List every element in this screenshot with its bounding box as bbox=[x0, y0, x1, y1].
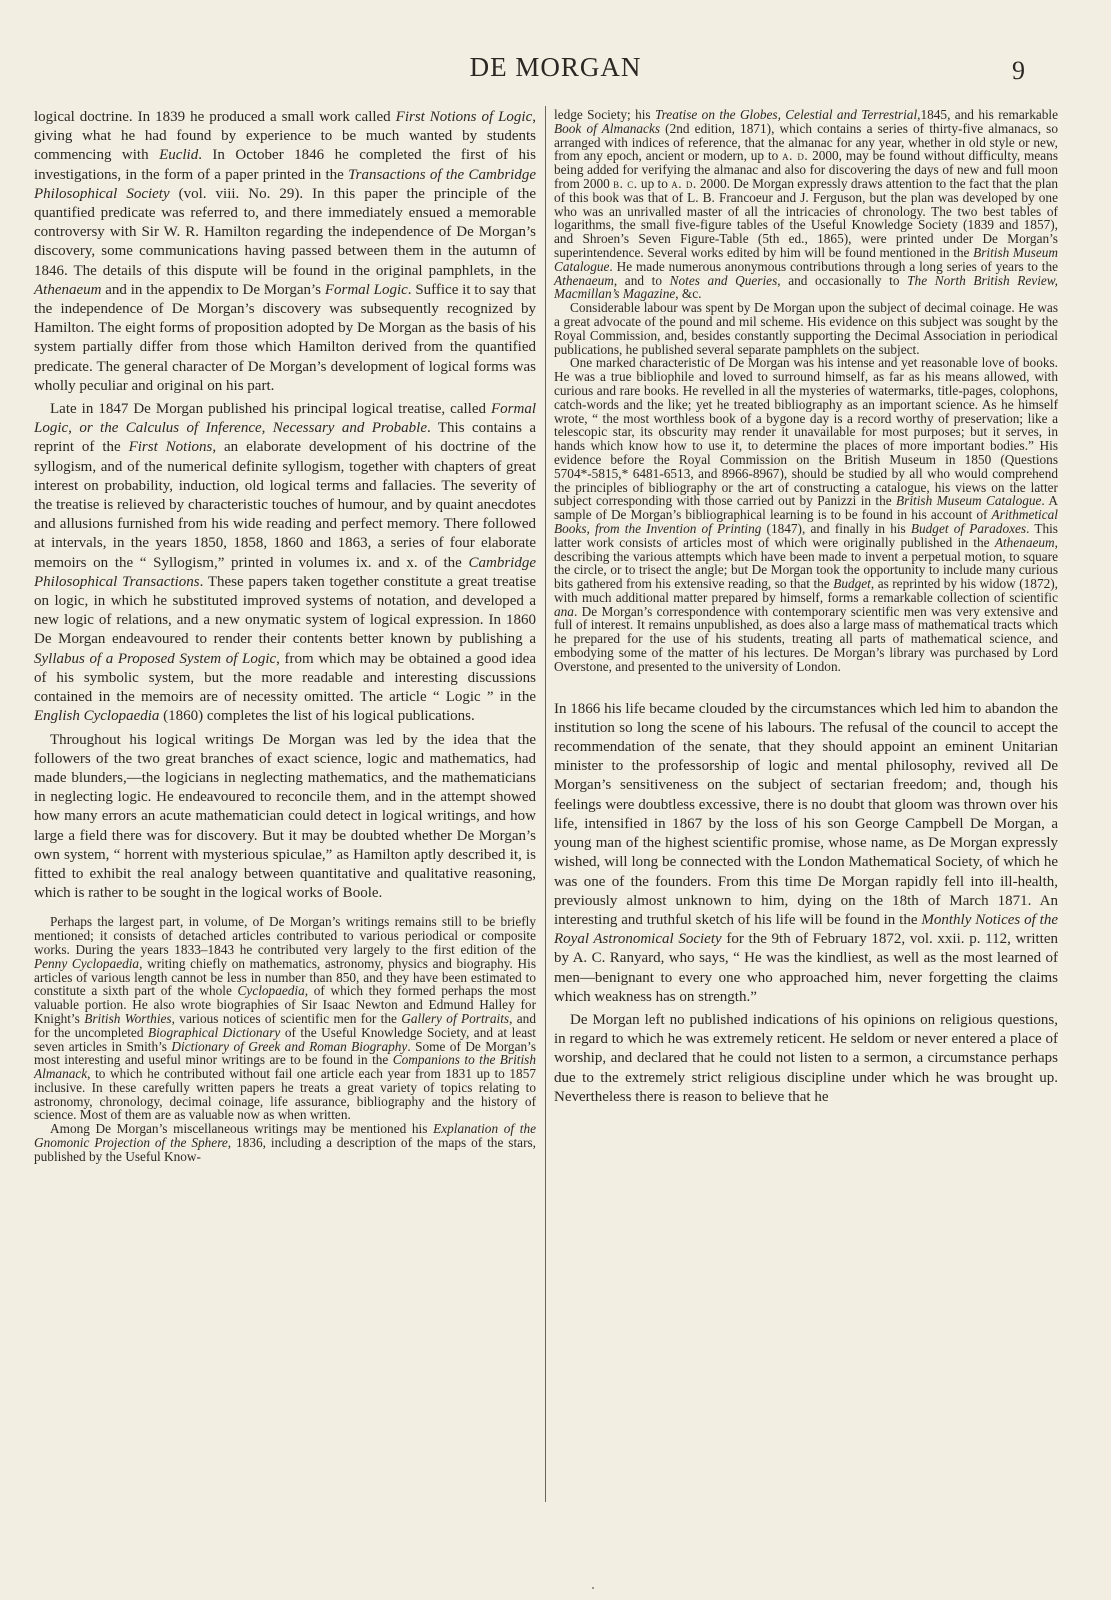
paragraph: Considerable labour was spent by De Morgan upon the subject of decimal coinage. He was a great advocate of the pound and mil scheme. His evidence on this subject was sought by the Royal Commission, and, besides constantly supporting the Decimal Association in periodical publications, he published several separate pamphlets on the subject. bbox=[554, 300, 1058, 357]
paragraph: logical doctrine. In 1839 he produced a small work called First Notions of Logic, giving what he had found by experience to be much wanted by students commencing with Euclid. In October 1846 he completed the first of his investigations, in the form of a paper printed in the Transactions of the Cambridge Philosophical Society (vol. viii. No. 29). In this paper the principle of the quantified predicate was referred to, and there immediately ensued a memorable controversy with Sir W. R. Hamilton regarding the independence of De Morgan’s discovery, some communications having passed between them in the autumn of 1846. The details of this dispute will be found in the original pamphlets, in the Athenaeum and in the appendix to De Morgan’s Formal Logic. Suffice it to say that the independence of De Morgan’s discovery was subsequently recognized by Hamilton. The eight forms of proposition adopted by De Morgan as the basis of his system partially differ from those which Hamilton derived from the quantified predicate. The general character of De Morgan’s development of logical forms was wholly peculiar and original on his part. bbox=[34, 109, 537, 394]
paragraph: ledge Society; his Treatise on the Globes, Celestial and Terrestrial,1845, and his remarkable Book of Almanacks (2nd edition, 1871), which contains a series of thirty-five almanacs, so arranged with indices of reference, that the almanac for any year, whether in old style or new, from any epoch, ancient or modern, up to a. d. 2000, may be found without difficulty, means being added for verifying the almanac and also for discovering the days of new and full moon from 2000 b. c. up to a. d. 2000. De Morgan expressly draws attention to the fact that the plan of this book was that of L. B. Francoeur and J. Ferguson, but the plan was developed by one who was an unrivalled master of all the intricacies of chronology. The two best tables of logarithms, the small five-figure tables of the Useful Knowledge Society (1839 and 1857), and Shroen’s Seven Figure-Table (5th ed., 1865), were printed under De Morgan’s superintendence. Several works edited by him will be found mentioned in the British Museum Catalogue. He made numerous anonymous contributions through a long series of years to the Athenaeum, and to Notes and Queries, and occasionally to The North British Review, Macmillan’s Magazine, &c. bbox=[554, 107, 1059, 302]
paragraph: Throughout his logical writings De Morgan was led by the idea that the followers of the two great branches of exact science, logic and mathematics, had made blunders,—the logicians in neglecting mathematics, and the mathematicians in neglecting logic. He endeavoured to reconcile them, and in the attempt showed how many errors an acute mathematician could detect in logical writings, and how large a field there was for discovery. But it may be doubted whether De Morgan’s own system, “ horrent with mysterious spiculae,” as Hamilton aptly described it, is fitted to exhibit the real analogy between quantitative and qualitative reasoning, which is rather to be sought in the logical works of Boole. bbox=[34, 731, 536, 902]
paragraph: De Morgan left no published indications of his opinions on religious questions, in regard to which he was extremely reticent. He seldom or never entered a place of worship, and declared that he could not listen to a sermon, a circumstance perhaps due to the extremely strict religious discipline under which he was brought up. Nevertheless there is reason to believe that he bbox=[554, 1011, 1058, 1105]
paragraph: In 1866 his life became clouded by the circumstances which led him to abandon the institution so long the scene of his labours. The refusal of the council to accept the recommendation of the senate, that they should appoint an eminent Unitarian minister to the professorship of logic and mental philosophy, revived all De Morgan’s sensitiveness on the subject of sectarian freedom; and, though his feelings were doubtless excessive, there is no doubt that gloom was thrown over his life, intensified in 1867 by the loss of his son George Campbell De Morgan, a young man of the highest scientific promise, whose name, as De Morgan expressly wished, will long be connected with the London Mathematical Society, of which he was one of the founders. From this time De Morgan rapidly fell into ill-health, previously almost unknown to him, dying on the 18th of March 1871. An interesting and truthful sketch of his life will be found in the Monthly Notices of the Royal Astronomical Society for the 9th of February 1872, vol. xxii. p. 112, written by A. C. Ranyard, who says, “ He was the kindliest, as well as the most learned of men—benignant to every one who approached him, never forgetting the claims which weakness has on strength.” bbox=[554, 700, 1058, 1005]
column-divider bbox=[545, 106, 546, 1502]
right-column bbox=[554, 108, 1058, 1107]
paragraph: Perhaps the largest part, in volume, of De Morgan’s writings remains still to be briefly mentioned; it consists of detached articles contributed to various periodical or composite works. During the years 1833–1843 he contributed very largely to the first edition of the Penny Cyclopaedia, writing chiefly on mathematics, astronomy, physics and biography. His articles of various length cannot be less in number than 850, and they have been estimated to constitute a sixth part of the whole Cyclopaedia, of which they formed perhaps the most valuable portion. He also wrote biographies of Sir Isaac Newton and Edmund Halley for Knight’s British Worthies, various notices of scientific men for the Gallery of Portraits, and for the uncompleted Biographical Dictionary of the Useful Knowledge Society, and at least seven articles in Smith’s Dictionary of Greek and Roman Biography. Some of De Morgan’s most interesting and useful minor writings are to be found in the Companions to the British Almanack, to which he contributed without fail one article each year from 1831 up to 1857 inclusive. In these carefully written papers he treats a great variety of topics relating to astronomy, chronology, decimal coinage, life assurance, bibliography and the history of science. Most of them are as valuable now as when written. bbox=[34, 914, 537, 1123]
left-column bbox=[34, 108, 536, 1164]
paragraph: One marked characteristic of De Morgan was his intense and yet reasonable love of books. He was a true bibliophile and loved to surround himself, as far as his means allowed, with curious and rare books. He revelled in all the mysteries of watermarks, title-pages, colophons, catch-words and the like; yet he treated bibliography as an important science. As he himself wrote, “ the most worthless book of a bygone day is a record worthy of preservation; like a telescopic star, its obscurity may render it unavailable for most purposes; but it serves, in hands which know how to use it, to determine the places of more important bodies.” His evidence before the Royal Commission on the British Museum in 1850 (Questions 5704*-5815,* 6481-6513, and 8966-8967), should be studied by all who would comprehend the principles of bibliography or the art of constructing a catalogue, his views on the latter subject corresponding with those carried out by Panizzi in the British Museum Catalogue. A sample of De Morgan’s bibliographical learning is to be found in his account of Arithmetical Books, from the Invention of Printing (1847), and finally in his Budget of Paradoxes. This latter work consists of articles most of which were originally published in the Athenaeum, describing the various attempts which have been made to invent a perpetual motion, to square the circle, or to trisect the angle; but De Morgan took the opportunity to include many curious bits gathered from his extensive reading, so that the Budget, as reprinted by his widow (1872), with much additional matter prepared by himself, forms a remarkable collection of scientific ana. De Morgan’s correspondence with contemporary scientific men was very extensive and full of interest. It remains unpublished, as does also a large mass of mathematical tracts which he prepared for the use of his students, treating all parts of mathematical science, and embodying some of the matter of his lectures. De Morgan’s library was purchased by Lord Overstone, and presented to the university of London. bbox=[554, 355, 1059, 674]
page-header bbox=[0, 52, 1111, 92]
paragraph: Late in 1847 De Morgan published his principal logical treatise, called Formal Logic, or the Calculus of Inference, Necessary and Probable. This contains a reprint of the First Notions, an elaborate development of his doctrine of the syllogism, and of the numerical definite syllogism, together with chapters of great interest on probability, induction, old logical terms and fallacies. The severity of the treatise is relieved by characteristic touches of humour, and by quaint anecdotes and allusions furnished from his wide reading and perfect memory. There followed at intervals, in the years 1850, 1858, 1860 and 1863, a series of four elaborate memoirs on the “ Syllogism,” printed in volumes ix. and x. of the Cambridge Philosophical Transactions. These papers taken together constitute a great treatise on logic, in which he substituted improved systems of notation, and developed a new logic of relations, and a new onymatic system of logical expression. In 1860 De Morgan endeavoured to render their contents better known by publishing a Syllabus of a Proposed System of Logic, from which may be obtained a good idea of his symbolic system, but the more readable and interesting discussions contained in the memoirs are of necessity omitted. The article “ Logic ” in the English Cyclopaedia (1860) completes the list of his logical publications. bbox=[34, 401, 537, 725]
paper-speck bbox=[592, 1587, 594, 1589]
paragraph: Among De Morgan’s miscellaneous writings may be mentioned his Explanation of the Gnomonic Projection of the Sphere, 1836, including a description of the maps of the stars, published by the Useful Know- bbox=[34, 1121, 537, 1164]
page-number: 9 bbox=[1012, 56, 1025, 85]
page-title: DE MORGAN bbox=[469, 52, 642, 82]
